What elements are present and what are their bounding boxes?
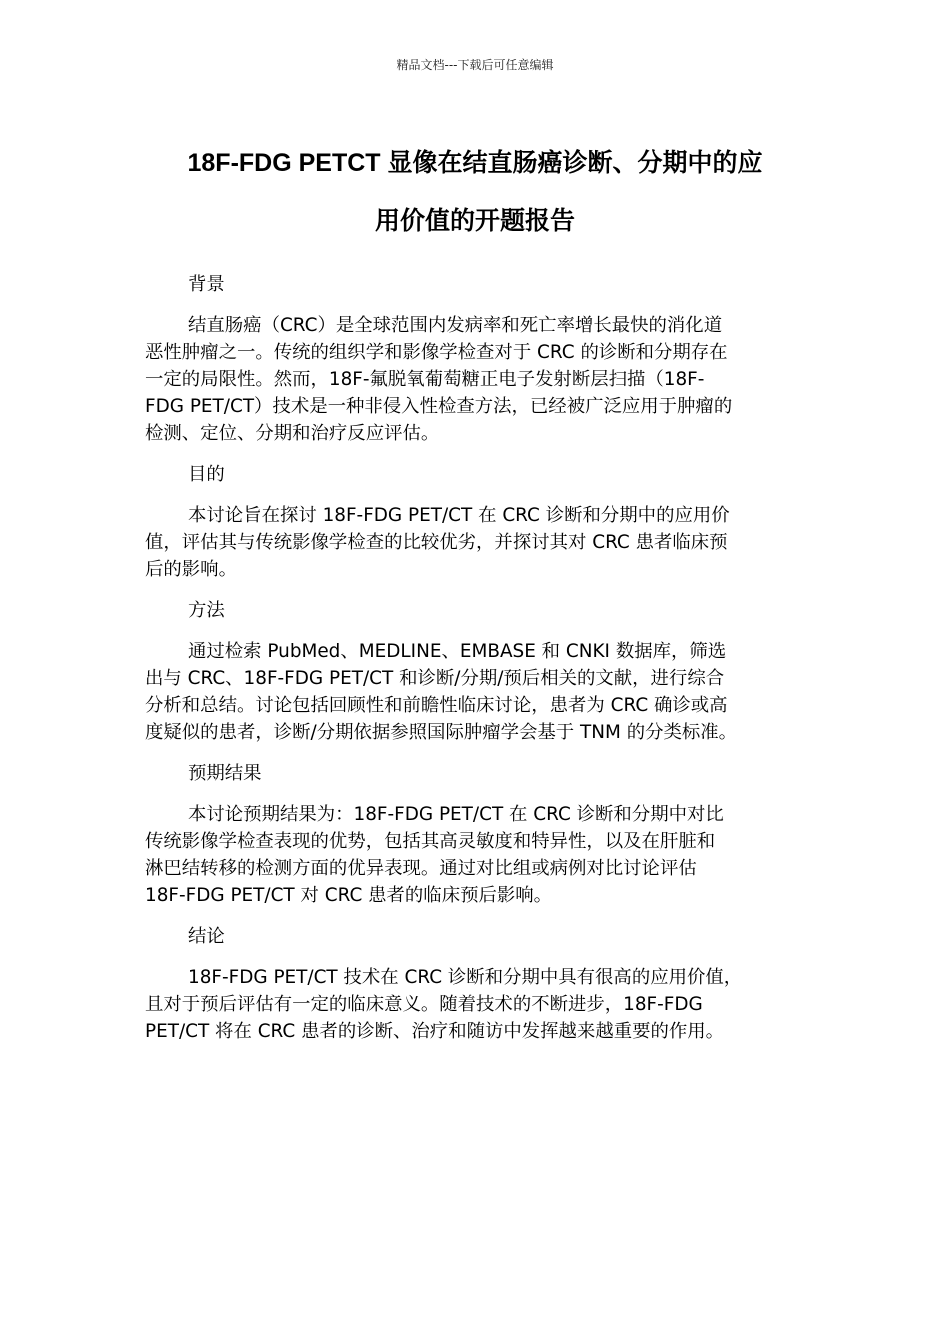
- title-line: 18F-FDG PETCT 显像在结直肠癌诊断、分期中的应: [187, 149, 763, 177]
- header-note: 精品文档---下载后可任意编辑: [396, 58, 554, 72]
- title-line: 用价值的开题报告: [374, 207, 575, 235]
- paragraph-line: 分析和总结。讨论包括回顾性和前瞻性临床讨论，患者为 CRC 确诊或高: [145, 695, 728, 716]
- paragraph-line: 结直肠癌（CRC）是全球范围内发病率和死亡率增长最快的消化道: [188, 315, 723, 336]
- section-body-background: [145, 312, 811, 447]
- section-heading-background: 背景: [188, 274, 225, 295]
- paragraph-line: 度疑似的患者，诊断/分期依据参照国际肿瘤学会基于 TNM 的分类标准。: [145, 722, 738, 743]
- paragraph-line: 出与 CRC、18F-FDG PET/CT 和诊断/分期/预后相关的文献，进行综合: [145, 668, 725, 689]
- paragraph-line: 本讨论旨在探讨 18F-FDG PET/CT 在 CRC 诊断和分期中的应用价: [188, 505, 730, 526]
- section-body-expected-results: [145, 801, 811, 909]
- document-body: [145, 271, 811, 1059]
- section-body-conclusion: [145, 964, 811, 1045]
- document-title: [140, 134, 810, 250]
- paragraph-line: 18F-FDG PET/CT 对 CRC 患者的临床预后影响。: [145, 885, 553, 906]
- paragraph-line: 恶性肿瘤之一。传统的组织学和影像学检查对于 CRC 的诊断和分期存在: [145, 342, 728, 363]
- paragraph-line: 18F-FDG PET/CT 技术在 CRC 诊断和分期中具有很高的应用价值，: [188, 967, 743, 988]
- paragraph-line: PET/CT 将在 CRC 患者的诊断、治疗和随访中发挥越来越重要的作用。: [145, 1021, 725, 1042]
- section-heading-expected-results: 预期结果: [188, 763, 262, 784]
- paragraph-line: 一定的局限性。然而，18F-氟脱氧葡萄糖正电子发射断层扫描（18F-: [145, 369, 705, 390]
- section-body-purpose: [145, 502, 811, 583]
- section-heading-methods: 方法: [188, 600, 225, 621]
- paragraph-line: 且对于预后评估有一定的临床意义。随着技术的不断进步，18F-FDG: [145, 994, 703, 1015]
- paragraph-line: 值，评估其与传统影像学检查的比较优劣，并探讨其对 CRC 患者临床预: [145, 532, 728, 553]
- paragraph-line: 后的影响。: [145, 559, 237, 580]
- section-body-methods: [145, 638, 811, 746]
- paragraph-line: 检测、定位、分期和治疗反应评估。: [145, 423, 440, 444]
- paragraph-line: 淋巴结转移的检测方面的优异表现。通过对比组或病例对比讨论评估: [145, 858, 697, 879]
- paragraph-line: 传统影像学检查表现的优势，包括其高灵敏度和特异性，以及在肝脏和: [145, 831, 716, 852]
- paragraph-line: FDG PET/CT）技术是一种非侵入性检查方法，已经被广泛应用于肿瘤的: [145, 396, 733, 417]
- section-heading-purpose: 目的: [188, 464, 225, 485]
- paragraph-line: 通过检索 PubMed、MEDLINE、EMBASE 和 CNKI 数据库，筛选: [188, 641, 727, 662]
- paragraph-line: 本讨论预期结果为：18F-FDG PET/CT 在 CRC 诊断和分期中对比: [188, 804, 724, 825]
- section-heading-conclusion: 结论: [188, 926, 225, 947]
